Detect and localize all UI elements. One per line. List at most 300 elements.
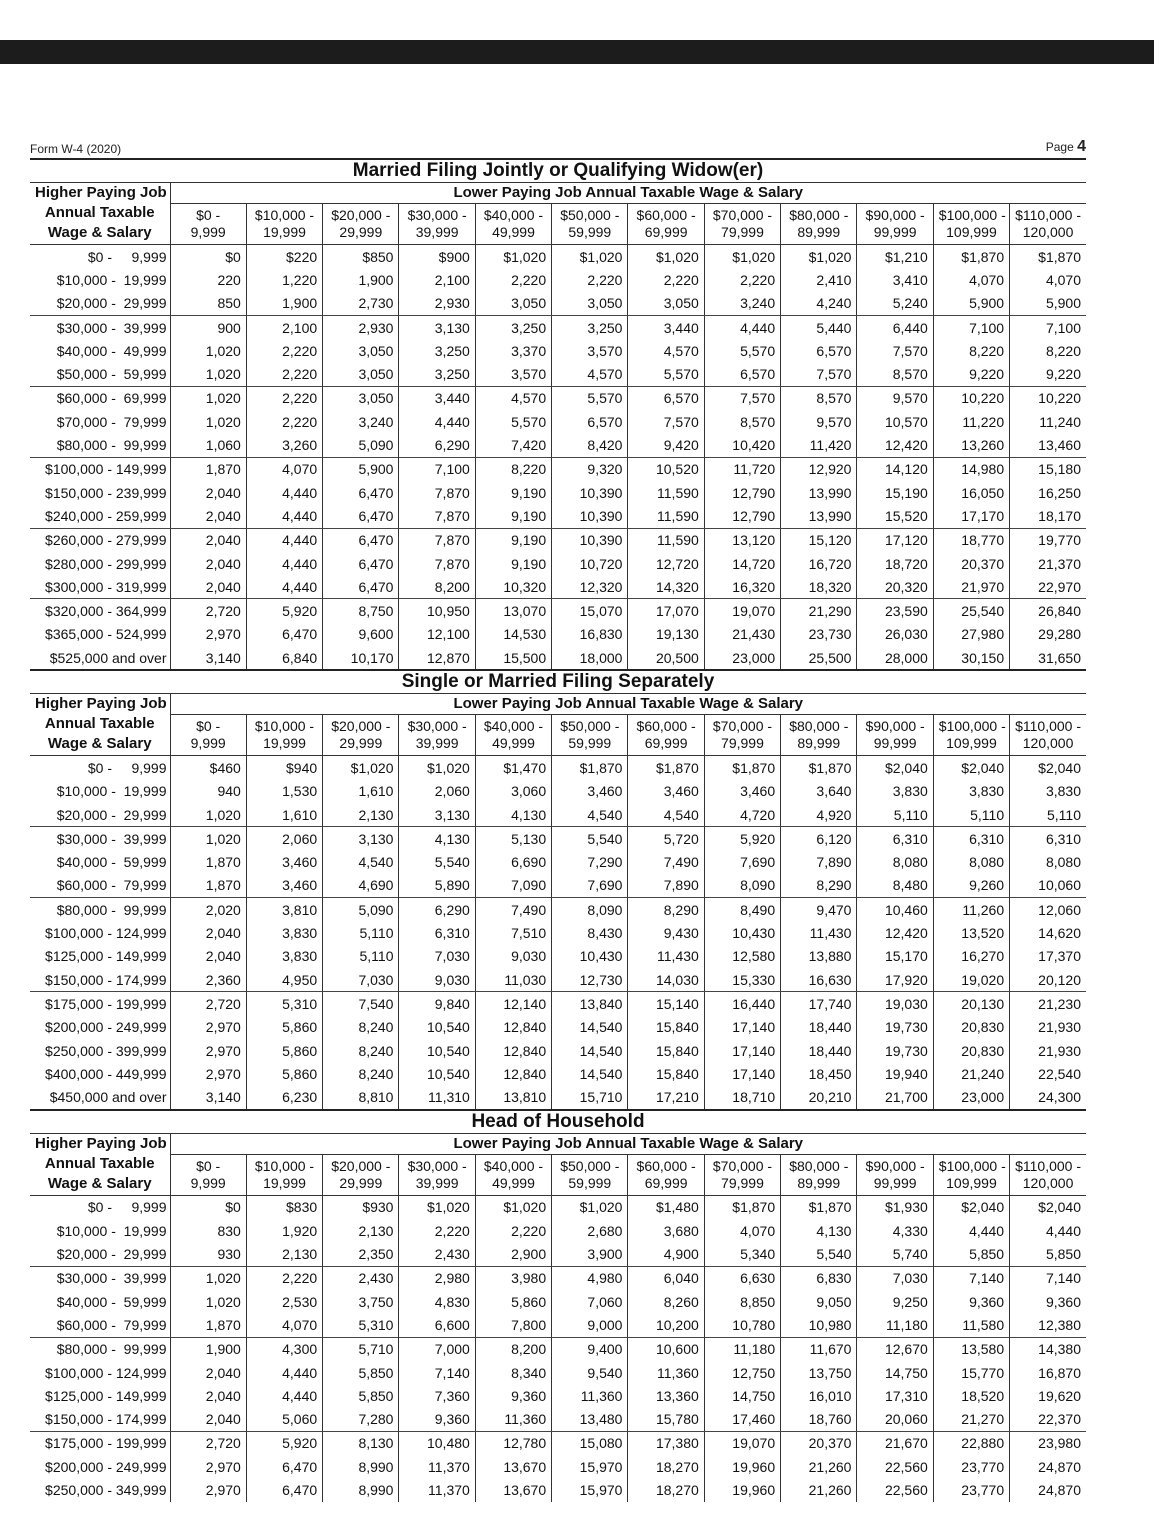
table-cell: 14,980 xyxy=(933,457,1009,481)
table-cell: 18,170 xyxy=(1010,504,1086,528)
table-cell: 12,840 xyxy=(475,1039,551,1062)
table-row xyxy=(30,646,1086,670)
table-cell: 2,680 xyxy=(552,1219,628,1242)
table-cell: 5,540 xyxy=(552,827,628,851)
table-cell: 5,090 xyxy=(323,433,399,457)
table-cell: 9,190 xyxy=(475,481,551,504)
table-cell: 17,460 xyxy=(704,1407,780,1431)
table-cell: 1,870 xyxy=(170,874,246,898)
table-cell: 1,020 xyxy=(170,410,246,433)
table-cell: 20,370 xyxy=(933,552,1009,575)
table-cell: 6,310 xyxy=(857,827,933,851)
table-cell: 1,020 xyxy=(170,827,246,851)
table-cell: 8,240 xyxy=(323,1062,399,1085)
table-row xyxy=(30,1086,1086,1110)
table-cell: 3,130 xyxy=(323,827,399,851)
table-cell: 6,310 xyxy=(1010,827,1086,851)
table-cell: 7,890 xyxy=(628,874,704,898)
table-cell: 6,470 xyxy=(323,528,399,552)
table-cell: 6,470 xyxy=(246,1455,322,1478)
table-cell: 23,000 xyxy=(933,1086,1009,1110)
row-label: $70,000 - 79,999 xyxy=(30,410,170,433)
table-cell: 8,990 xyxy=(323,1478,399,1501)
table-cell: 9,400 xyxy=(552,1337,628,1361)
table-cell: 8,810 xyxy=(323,1086,399,1110)
table-cell: 4,540 xyxy=(323,851,399,874)
table-cell: 5,310 xyxy=(323,1313,399,1337)
row-label: $40,000 - 59,999 xyxy=(30,1290,170,1313)
row-header-line: Higher Paying Job xyxy=(35,695,167,713)
table-cell: 22,880 xyxy=(933,1431,1009,1455)
table-cell: 9,360 xyxy=(399,1407,475,1431)
table-cell: $1,020 xyxy=(399,1195,475,1219)
table-row xyxy=(30,386,1086,410)
table-cell: 17,370 xyxy=(1010,945,1086,968)
row-label: $150,000 - 174,999 xyxy=(30,1407,170,1431)
table-cell: 21,930 xyxy=(1010,1039,1086,1062)
table-cell: 2,530 xyxy=(246,1290,322,1313)
table-cell: 10,390 xyxy=(552,504,628,528)
table-cell: 6,600 xyxy=(399,1313,475,1337)
table-cell: 12,920 xyxy=(781,457,857,481)
table-cell: $900 xyxy=(399,245,475,269)
table-cell: 3,460 xyxy=(704,780,780,803)
table-row xyxy=(30,552,1086,575)
table-cell: 10,460 xyxy=(857,898,933,922)
row-label: $40,000 - 49,999 xyxy=(30,339,170,362)
table-cell: 23,000 xyxy=(704,646,780,670)
table-cell: 3,810 xyxy=(246,898,322,922)
table-cell: 3,830 xyxy=(246,921,322,944)
table-cell: 2,130 xyxy=(246,1242,322,1266)
table-row xyxy=(30,1407,1086,1431)
row-label: $30,000 - 39,999 xyxy=(30,315,170,339)
table-cell: 4,570 xyxy=(552,362,628,386)
row-label: $100,000 - 124,999 xyxy=(30,921,170,944)
column-header: $0 - 9,999 xyxy=(170,715,246,756)
table-cell: 8,130 xyxy=(323,1431,399,1455)
table-row xyxy=(30,1062,1086,1085)
filing-status-title: Head of Household xyxy=(30,1111,1086,1134)
table-cell: 10,220 xyxy=(933,386,1009,410)
table-cell: 10,390 xyxy=(552,528,628,552)
table-cell: 2,970 xyxy=(170,1016,246,1039)
table-cell: 5,570 xyxy=(475,410,551,433)
table-cell: 2,360 xyxy=(170,968,246,992)
table-cell: 4,900 xyxy=(628,1242,704,1266)
row-label: $10,000 - 19,999 xyxy=(30,1219,170,1242)
table-cell: 8,340 xyxy=(475,1361,551,1384)
table-cell: 27,980 xyxy=(933,623,1009,646)
row-label: $175,000 - 199,999 xyxy=(30,992,170,1016)
table-cell: 6,470 xyxy=(246,623,322,646)
table-cell: 2,970 xyxy=(170,1478,246,1501)
table-cell: 12,060 xyxy=(1010,898,1086,922)
table-cell: $1,020 xyxy=(781,245,857,269)
table-cell: $1,930 xyxy=(857,1195,933,1219)
row-header-line: Annual Taxable xyxy=(44,204,155,221)
table-cell: 15,970 xyxy=(552,1455,628,1478)
row-label: $250,000 - 399,999 xyxy=(30,1039,170,1062)
table-cell: 13,990 xyxy=(781,504,857,528)
table-cell: 2,040 xyxy=(170,504,246,528)
table-cell: 14,540 xyxy=(552,1016,628,1039)
table-cell: 7,140 xyxy=(399,1361,475,1384)
column-header: $40,000 - 49,999 xyxy=(475,715,551,756)
table-row xyxy=(30,1337,1086,1361)
table-cell: 5,340 xyxy=(704,1242,780,1266)
table-cell: $1,020 xyxy=(475,245,551,269)
table-cell: 2,040 xyxy=(170,481,246,504)
table-cell: $1,020 xyxy=(552,1195,628,1219)
table-cell: 9,050 xyxy=(781,1290,857,1313)
row-label: $200,000 - 249,999 xyxy=(30,1016,170,1039)
column-header: $20,000 - 29,999 xyxy=(323,1154,399,1195)
table-cell: 17,920 xyxy=(857,968,933,992)
table-cell: 17,140 xyxy=(704,1062,780,1085)
table-cell: 4,830 xyxy=(399,1290,475,1313)
table-cell: 18,720 xyxy=(857,552,933,575)
table-cell: 4,950 xyxy=(246,968,322,992)
row-label: $80,000 - 99,999 xyxy=(30,433,170,457)
table-cell: 4,440 xyxy=(246,528,322,552)
table-row xyxy=(30,599,1086,623)
table-cell: 1,020 xyxy=(170,386,246,410)
table-cell: 1,870 xyxy=(170,1313,246,1337)
table-cell: 13,670 xyxy=(475,1455,551,1478)
column-header: $110,000 - 120,000 xyxy=(1010,1154,1086,1195)
table-cell: 2,040 xyxy=(170,575,246,599)
table-cell: 6,120 xyxy=(781,827,857,851)
table-cell: 2,220 xyxy=(246,362,322,386)
table-cell: 5,890 xyxy=(399,874,475,898)
table-cell: 3,250 xyxy=(552,315,628,339)
table-cell: 21,700 xyxy=(857,1086,933,1110)
row-label: $40,000 - 59,999 xyxy=(30,851,170,874)
table-cell: 16,010 xyxy=(781,1384,857,1407)
table-cell: 10,540 xyxy=(399,1062,475,1085)
table-row xyxy=(30,1016,1086,1039)
table-cell: 2,220 xyxy=(704,268,780,291)
table-cell: 9,250 xyxy=(857,1290,933,1313)
table-cell: 16,270 xyxy=(933,945,1009,968)
table-cell: 13,810 xyxy=(475,1086,551,1110)
table-row xyxy=(30,1431,1086,1455)
table-cell: 1,870 xyxy=(170,457,246,481)
table-cell: 9,420 xyxy=(628,433,704,457)
table-cell: 22,540 xyxy=(1010,1062,1086,1085)
table-cell: 10,480 xyxy=(399,1431,475,1455)
table-cell: 20,500 xyxy=(628,646,704,670)
table-cell: 6,470 xyxy=(323,481,399,504)
higher-paying-job-header xyxy=(30,694,170,756)
table-cell: 18,770 xyxy=(933,528,1009,552)
table-cell: 10,570 xyxy=(857,410,933,433)
table-cell: 7,360 xyxy=(399,1384,475,1407)
column-header: $80,000 - 89,999 xyxy=(781,204,857,245)
table-cell: 2,040 xyxy=(170,1407,246,1431)
table-cell: 4,690 xyxy=(323,874,399,898)
table-cell: 12,790 xyxy=(704,481,780,504)
table-cell: 23,980 xyxy=(1010,1431,1086,1455)
column-header: $80,000 - 89,999 xyxy=(781,715,857,756)
row-label: $125,000 - 149,999 xyxy=(30,945,170,968)
table-cell: $1,870 xyxy=(704,1195,780,1219)
table-row xyxy=(30,921,1086,944)
table-cell: 6,310 xyxy=(933,827,1009,851)
table-cell: 6,470 xyxy=(246,1478,322,1501)
table-cell: 8,200 xyxy=(475,1337,551,1361)
table-cell: 17,140 xyxy=(704,1039,780,1062)
table-cell: 24,870 xyxy=(1010,1455,1086,1478)
table-cell: 5,110 xyxy=(933,803,1009,827)
table-cell: 23,730 xyxy=(781,623,857,646)
table-cell: 3,130 xyxy=(399,803,475,827)
column-header: $20,000 - 29,999 xyxy=(323,204,399,245)
table-cell: 9,540 xyxy=(552,1361,628,1384)
table-row xyxy=(30,1361,1086,1384)
table-cell: 8,430 xyxy=(552,921,628,944)
table-row xyxy=(30,945,1086,968)
table-cell: $1,870 xyxy=(552,756,628,780)
table-cell: 14,540 xyxy=(552,1039,628,1062)
table-cell: 6,570 xyxy=(704,362,780,386)
table-cell: 7,890 xyxy=(781,851,857,874)
table-cell: 6,470 xyxy=(323,552,399,575)
table-cell: 8,570 xyxy=(857,362,933,386)
row-label: $525,000 and over xyxy=(30,646,170,670)
table-cell: $1,020 xyxy=(399,756,475,780)
table-cell: 19,940 xyxy=(857,1062,933,1085)
table-cell: 7,690 xyxy=(704,851,780,874)
table-row xyxy=(30,1266,1086,1290)
row-label: $400,000 - 449,999 xyxy=(30,1062,170,1085)
column-header: $110,000 - 120,000 xyxy=(1010,715,1086,756)
table-cell: 3,750 xyxy=(323,1290,399,1313)
table-cell: 2,430 xyxy=(399,1242,475,1266)
table-cell: 3,460 xyxy=(628,780,704,803)
table-cell: 10,950 xyxy=(399,599,475,623)
table-cell: 220 xyxy=(170,268,246,291)
table-cell: 12,420 xyxy=(857,433,933,457)
table-cell: 8,750 xyxy=(323,599,399,623)
page-number: 4 xyxy=(1077,138,1086,155)
table-cell: 7,570 xyxy=(628,410,704,433)
filing-status-title: Single or Married Filing Separately xyxy=(30,671,1086,694)
table-cell: 12,140 xyxy=(475,992,551,1016)
column-header: $20,000 - 29,999 xyxy=(323,715,399,756)
table-cell: 15,140 xyxy=(628,992,704,1016)
table-cell: $220 xyxy=(246,245,322,269)
withholding-tables xyxy=(30,160,1086,1502)
table-row xyxy=(30,481,1086,504)
table-row xyxy=(30,1313,1086,1337)
table-cell: 21,970 xyxy=(933,575,1009,599)
table-cell: 5,110 xyxy=(323,945,399,968)
table-cell: 8,490 xyxy=(704,898,780,922)
table-cell: 2,130 xyxy=(323,1219,399,1242)
table-cell: 5,060 xyxy=(246,1407,322,1431)
table-cell: $1,870 xyxy=(704,756,780,780)
table-cell: 10,780 xyxy=(704,1313,780,1337)
withholding-table xyxy=(30,671,1086,1110)
higher-paying-job-header xyxy=(30,1134,170,1196)
table-cell: 2,980 xyxy=(399,1266,475,1290)
table-cell: 6,470 xyxy=(323,575,399,599)
table-cell: 21,930 xyxy=(1010,1016,1086,1039)
wage-table xyxy=(30,1134,1086,1502)
table-cell: 3,460 xyxy=(552,780,628,803)
column-header: $110,000 - 120,000 xyxy=(1010,204,1086,245)
column-header: $10,000 - 19,999 xyxy=(246,204,322,245)
table-cell: 3,410 xyxy=(857,268,933,291)
table-cell: 14,320 xyxy=(628,575,704,599)
table-cell: 2,350 xyxy=(323,1242,399,1266)
table-cell: 2,220 xyxy=(246,410,322,433)
wage-table xyxy=(30,183,1086,671)
table-cell: 19,730 xyxy=(857,1016,933,1039)
table-row xyxy=(30,268,1086,291)
table-cell: 5,920 xyxy=(704,827,780,851)
table-cell: $1,870 xyxy=(1010,245,1086,269)
table-row xyxy=(30,315,1086,339)
table-cell: $0 xyxy=(170,245,246,269)
table-cell: 5,240 xyxy=(857,292,933,316)
table-cell: 5,310 xyxy=(246,992,322,1016)
table-cell: 7,570 xyxy=(857,339,933,362)
table-cell: 10,980 xyxy=(781,1313,857,1337)
table-cell: 17,170 xyxy=(933,504,1009,528)
table-cell: 6,290 xyxy=(399,433,475,457)
table-cell: 15,840 xyxy=(628,1062,704,1085)
table-cell: 17,740 xyxy=(781,992,857,1016)
table-cell: 6,570 xyxy=(552,410,628,433)
table-cell: 18,000 xyxy=(552,646,628,670)
table-cell: 13,520 xyxy=(933,921,1009,944)
table-cell: 3,370 xyxy=(475,339,551,362)
table-cell: $1,870 xyxy=(781,1195,857,1219)
table-cell: 5,570 xyxy=(628,362,704,386)
wage-table xyxy=(30,694,1086,1110)
table-cell: 17,120 xyxy=(857,528,933,552)
table-cell: 6,690 xyxy=(475,851,551,874)
table-cell: 15,520 xyxy=(857,504,933,528)
table-cell: 2,020 xyxy=(170,898,246,922)
column-header: $100,000 - 109,999 xyxy=(933,715,1009,756)
table-cell: 7,690 xyxy=(552,874,628,898)
table-cell: 8,090 xyxy=(552,898,628,922)
row-label: $280,000 - 299,999 xyxy=(30,552,170,575)
table-cell: 13,840 xyxy=(552,992,628,1016)
table-row xyxy=(30,851,1086,874)
column-header: $90,000 - 99,999 xyxy=(857,1154,933,1195)
table-cell: 5,860 xyxy=(246,1062,322,1085)
row-label: $100,000 - 124,999 xyxy=(30,1361,170,1384)
table-cell: 3,050 xyxy=(323,362,399,386)
table-cell: 5,850 xyxy=(323,1361,399,1384)
table-cell: 11,360 xyxy=(552,1384,628,1407)
table-cell: 4,440 xyxy=(246,1361,322,1384)
table-cell: 7,060 xyxy=(552,1290,628,1313)
table-cell: 16,050 xyxy=(933,481,1009,504)
table-cell: 8,290 xyxy=(781,874,857,898)
table-cell: 9,360 xyxy=(1010,1290,1086,1313)
table-cell: 15,190 xyxy=(857,481,933,504)
table-row xyxy=(30,362,1086,386)
table-cell: 9,030 xyxy=(475,945,551,968)
table-cell: 5,720 xyxy=(628,827,704,851)
table-cell: 8,290 xyxy=(628,898,704,922)
table-cell: 21,370 xyxy=(1010,552,1086,575)
table-cell: 7,140 xyxy=(1010,1266,1086,1290)
table-cell: 8,080 xyxy=(857,851,933,874)
lower-paying-job-header: Lower Paying Job Annual Taxable Wage & Salary xyxy=(170,694,1086,715)
column-header: $30,000 - 39,999 xyxy=(399,715,475,756)
table-cell: 4,070 xyxy=(933,268,1009,291)
table-cell: 6,040 xyxy=(628,1266,704,1290)
table-cell: $2,040 xyxy=(933,1195,1009,1219)
row-label: $0 - 9,999 xyxy=(30,245,170,269)
table-cell: 12,320 xyxy=(552,575,628,599)
table-cell: 11,360 xyxy=(628,1361,704,1384)
table-cell: 7,000 xyxy=(399,1337,475,1361)
table-cell: 4,330 xyxy=(857,1219,933,1242)
table-cell: 3,900 xyxy=(552,1242,628,1266)
table-row xyxy=(30,1219,1086,1242)
table-cell: 21,260 xyxy=(781,1478,857,1501)
table-cell: 15,120 xyxy=(781,528,857,552)
table-cell: $2,040 xyxy=(1010,1195,1086,1219)
table-cell: 3,250 xyxy=(399,362,475,386)
table-cell: 3,050 xyxy=(475,292,551,316)
table-cell: 2,220 xyxy=(399,1219,475,1242)
table-cell: 4,540 xyxy=(628,803,704,827)
table-cell: 3,830 xyxy=(246,945,322,968)
table-cell: 4,720 xyxy=(704,803,780,827)
table-cell: 11,720 xyxy=(704,457,780,481)
table-cell: 5,900 xyxy=(1010,292,1086,316)
table-cell: 4,540 xyxy=(552,803,628,827)
table-cell: 28,000 xyxy=(857,646,933,670)
table-cell: 4,440 xyxy=(246,1384,322,1407)
table-cell: 14,720 xyxy=(704,552,780,575)
table-cell: 2,220 xyxy=(552,268,628,291)
table-cell: 12,840 xyxy=(475,1016,551,1039)
table-cell: 5,900 xyxy=(933,292,1009,316)
table-cell: 3,980 xyxy=(475,1266,551,1290)
table-cell: 6,290 xyxy=(399,898,475,922)
table-cell: 4,440 xyxy=(933,1219,1009,1242)
table-cell: 2,220 xyxy=(628,268,704,291)
table-cell: 11,430 xyxy=(628,945,704,968)
withholding-table xyxy=(30,1111,1086,1502)
table-cell: 850 xyxy=(170,292,246,316)
table-cell: 4,440 xyxy=(399,410,475,433)
table-cell: 12,100 xyxy=(399,623,475,646)
table-cell: 7,030 xyxy=(857,1266,933,1290)
table-cell: 16,870 xyxy=(1010,1361,1086,1384)
row-header-line: Annual Taxable xyxy=(44,715,155,733)
table-cell: 11,370 xyxy=(399,1478,475,1501)
table-cell: 24,870 xyxy=(1010,1478,1086,1501)
row-label: $20,000 - 29,999 xyxy=(30,803,170,827)
table-row xyxy=(30,528,1086,552)
table-cell: 15,840 xyxy=(628,1016,704,1039)
table-cell: 3,250 xyxy=(475,315,551,339)
table-cell: 5,860 xyxy=(246,1016,322,1039)
table-cell: 2,970 xyxy=(170,623,246,646)
table-cell: 20,320 xyxy=(857,575,933,599)
